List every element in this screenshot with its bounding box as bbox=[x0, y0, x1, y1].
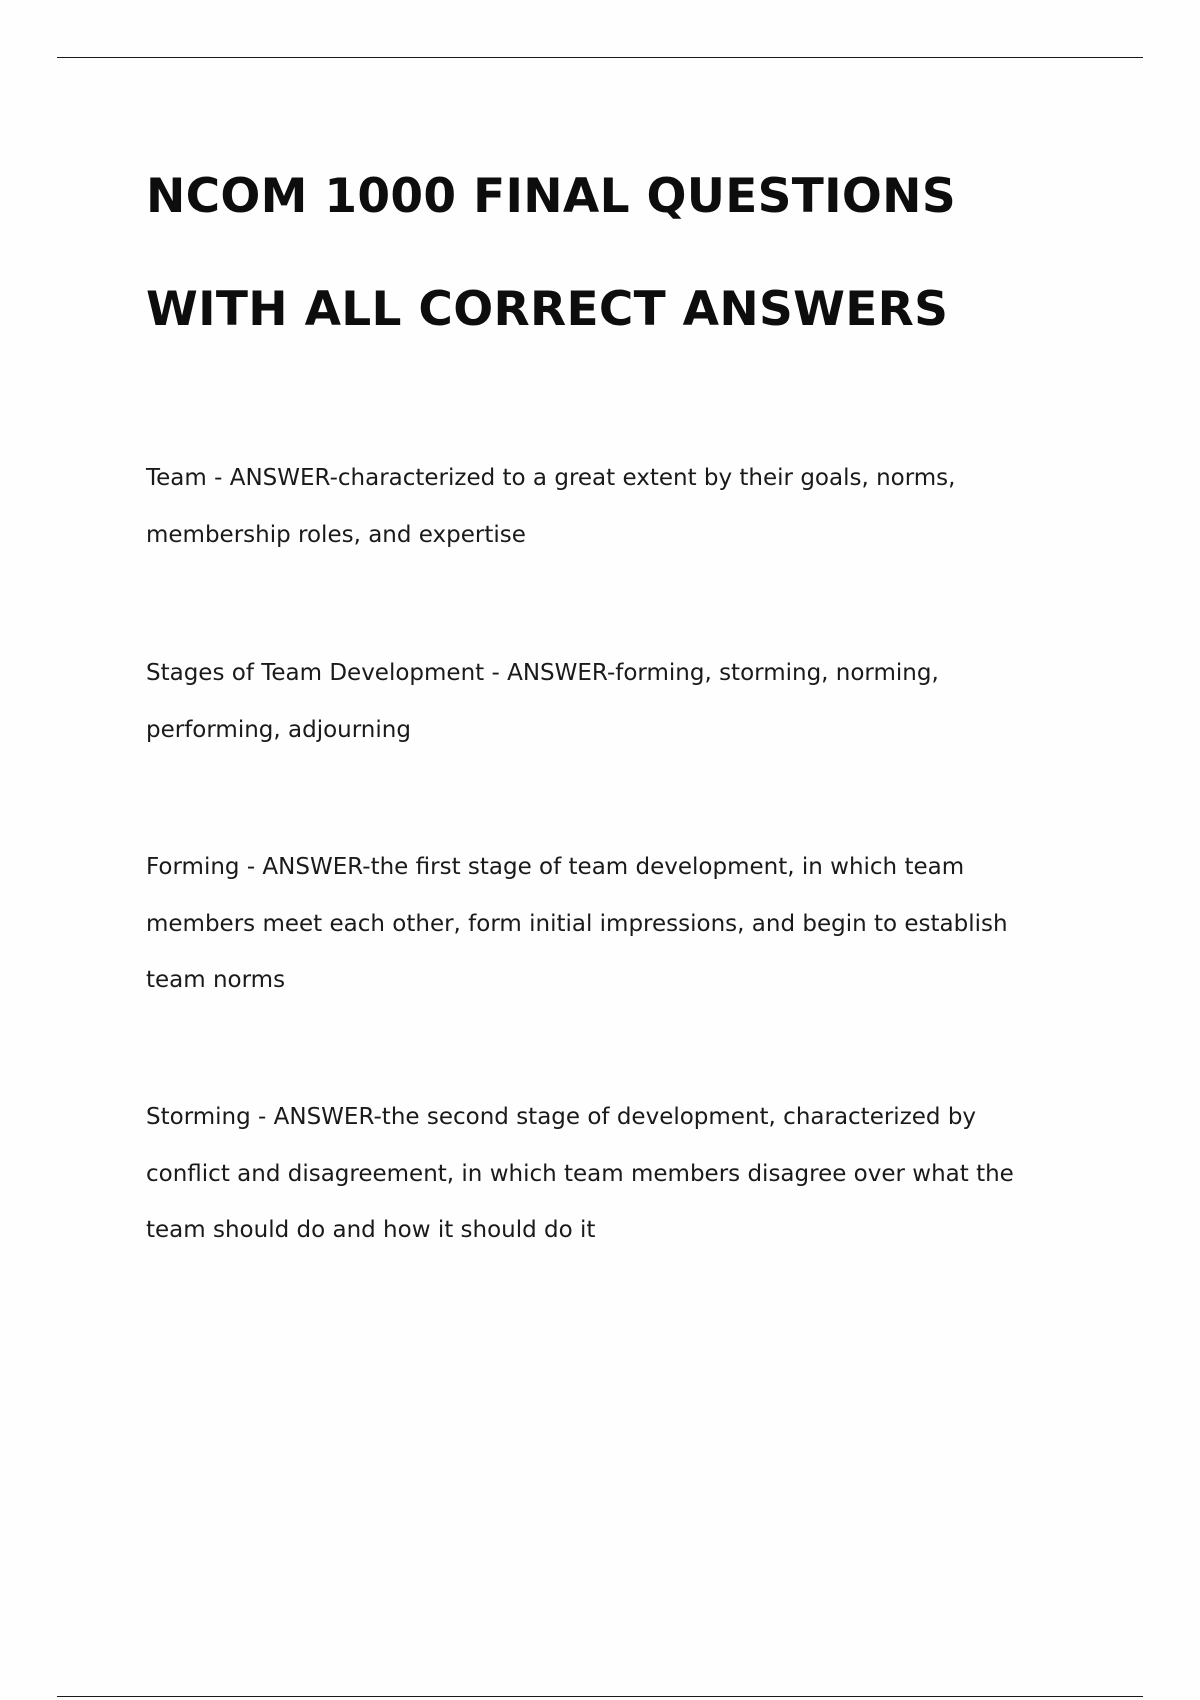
qa-entry-storming bbox=[146, 1089, 1091, 1259]
qa-entry-stages bbox=[146, 645, 1091, 758]
document-title bbox=[146, 140, 1106, 366]
entry-line: Team - ANSWER-characterized to a great extent by their goals, norms, bbox=[146, 465, 956, 491]
top-rule bbox=[57, 57, 1143, 58]
bottom-rule bbox=[57, 1696, 1143, 1697]
entry-line: Forming - ANSWER-the first stage of team development, in which team bbox=[146, 854, 965, 880]
entry-line: members meet each other, form initial impressions, and begin to establish bbox=[146, 910, 1008, 937]
entry-line: team should do and how it should do it bbox=[146, 1217, 596, 1243]
entry-line: membership roles, and expertise bbox=[146, 521, 526, 548]
entry-line: Stages of Team Development - ANSWER-forming, storming, norming, bbox=[146, 660, 939, 686]
entry-line: performing, adjourning bbox=[146, 716, 411, 743]
title-line: NCOM 1000 FINAL QUESTIONS bbox=[146, 169, 956, 224]
qa-entry-team bbox=[146, 450, 1091, 563]
entry-line: Storming - ANSWER-the second stage of development, characterized by bbox=[146, 1104, 977, 1130]
title-line: WITH ALL CORRECT ANSWERS bbox=[146, 282, 949, 337]
qa-entry-forming bbox=[146, 839, 1091, 1009]
entry-line: team norms bbox=[146, 967, 286, 993]
entry-line: conflict and disagreement, in which team members disagree over what the bbox=[146, 1160, 1014, 1187]
